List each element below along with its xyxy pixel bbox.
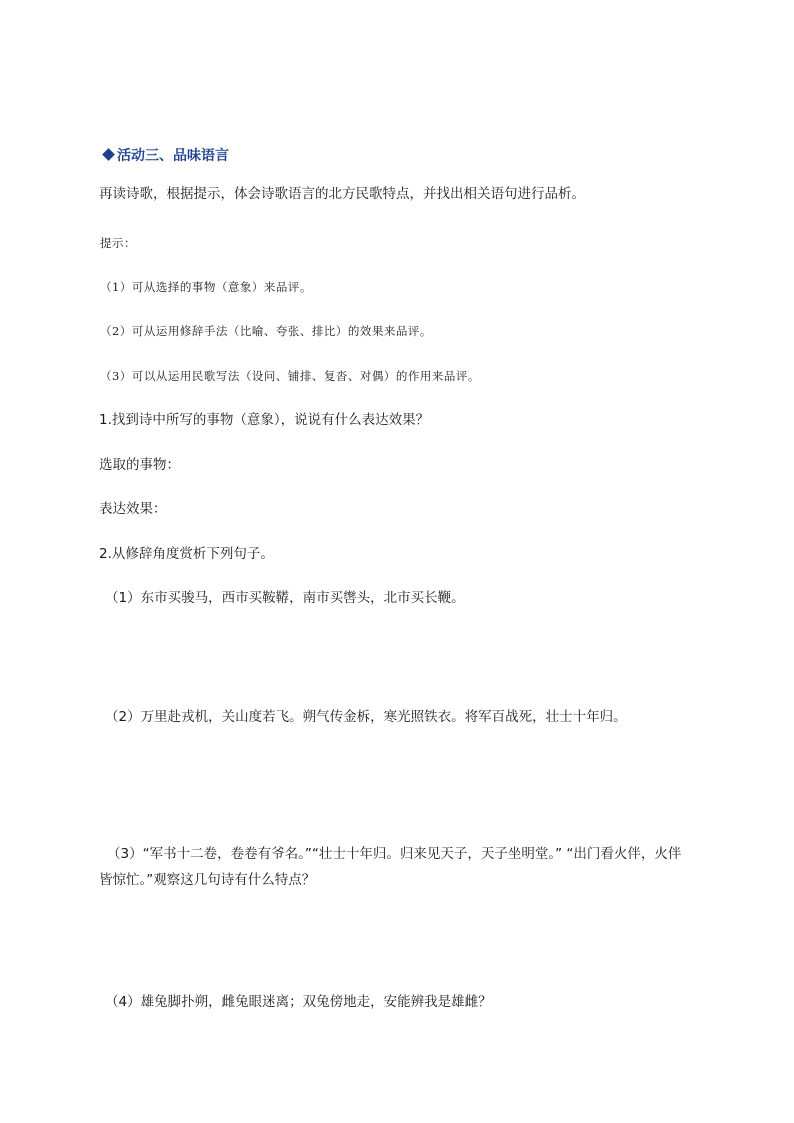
hint-item-3: （3）可以从运用民歌写法（设问、铺排、复沓、对偶）的作用来品评。	[100, 369, 480, 383]
question-1-selected-label: 选取的事物：	[99, 457, 180, 473]
question-2-item-2: （2）万里赴戎机，关山度若飞。朔气传金柝，寒光照铁衣。将军百战死，壮士十年归。	[105, 709, 627, 725]
question-2-item-4: （4）雄兔脚扑朔，雌兔眼迷离；双兔傍地走，安能辨我是雄雌？	[105, 994, 492, 1010]
question-1-effect-label: 表达效果：	[99, 501, 167, 517]
diamond-bullet-icon	[102, 148, 115, 161]
question-2-item-1: （1）东市买骏马，西市买鞍鞯，南市买辔头，北市买长鞭。	[105, 590, 465, 606]
hint-item-1: （1）可从选择的事物（意象）来品评。	[100, 280, 312, 294]
question-2-item-3-line-2: 皆惊忙。”观察这几句诗有什么特点？	[99, 872, 316, 888]
question-2-item-3-line-1: （3）“军书十二卷，卷卷有爷名。”“壮士十年归。归来见天子，天子坐明堂。” “出门看火伴，火伴	[107, 846, 682, 862]
question-1-title: 1.找到诗中所写的事物（意象），说说有什么表达效果？	[99, 412, 430, 428]
hint-item-2: （2）可从运用修辞手法（比喻、夸张、排比）的效果来品评。	[100, 324, 432, 338]
activity-heading-text: 活动三、品味语言	[117, 148, 229, 164]
hint-label: 提示：	[100, 236, 136, 250]
question-2-title: 2.从修辞角度赏析下列句子。	[99, 546, 274, 562]
activity-intro: 再读诗歌，根据提示，体会诗歌语言的北方民歌特点，并找出相关语句进行品析。	[99, 186, 585, 202]
activity-heading	[103, 147, 229, 165]
